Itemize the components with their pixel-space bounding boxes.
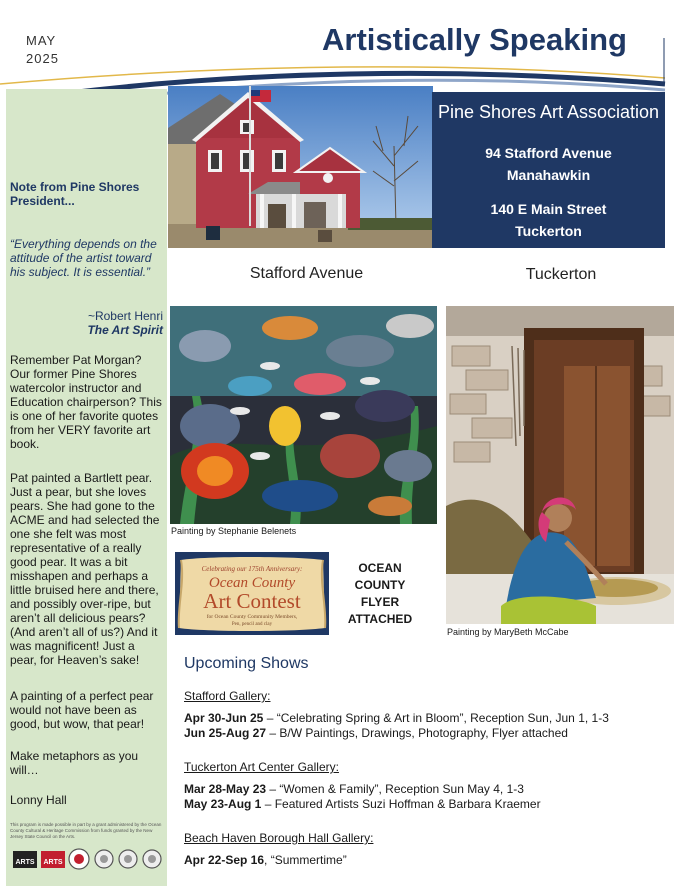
credit-fish: Painting by Stephanie Belenets: [171, 526, 297, 536]
association-info-box: [432, 92, 665, 248]
address-line: 140 E Main Street: [490, 201, 607, 217]
sidebar-paragraph: Pat painted a Bartlett pear. Just a pear, but she loves pears. She had gone to the ACME and had selected the one she felt was most representative of a really good pear. It was a bit misshapen and perhaps a little bruised here and there, and possibly over-ripe, but aren’t all delicious pears? (And aren’t all of us?) And it was magnificent! Just a pear, for Heaven’s sake!: [10, 471, 160, 667]
show-list: [184, 853, 347, 868]
caption-tuckerton: Tuckerton: [525, 266, 597, 283]
contest-line: Art Contest: [203, 589, 301, 613]
quote-text: “Everything depends on the attitude of the artist toward his subject. It is essential.”: [10, 237, 157, 279]
show-description: – Featured Artists Suzi Hoffman & Barbara Kraemer: [261, 797, 541, 811]
show-item: [184, 711, 609, 726]
woman-painting: [446, 306, 674, 624]
quote-author: ~Robert Henri: [87, 309, 163, 323]
flyer-attached-note: [340, 560, 420, 628]
fish-painting: [170, 306, 437, 524]
newsletter-title: Artistically Speaking: [322, 22, 627, 57]
contest-line: Celebrating our 175th Anniversary:: [201, 565, 303, 573]
credit-woman: Painting by MaryBeth McCabe: [447, 627, 569, 637]
flyer-line: FLYER: [360, 595, 400, 609]
show-date: Apr 30-Jun 25: [184, 711, 264, 725]
stafford-building-photo: [168, 86, 433, 248]
venue-stafford-gallery: Stafford Gallery:: [184, 689, 271, 703]
address-line: Tuckerton: [515, 223, 582, 239]
show-item: [184, 726, 609, 741]
caption-stafford: Stafford Avenue: [249, 265, 364, 282]
show-description: , “Summertime”: [264, 853, 347, 867]
show-date: May 23-Aug 1: [184, 797, 262, 811]
show-item: [184, 797, 541, 812]
arts-logo-text: ARTS: [43, 859, 63, 866]
signature: Lonny Hall: [10, 793, 67, 807]
show-description: – “Women & Family”, Reception Sun May 4, 1-3: [266, 782, 524, 796]
show-date: Jun 25-Aug 27: [184, 726, 267, 740]
venue-tuckerton-gallery: Tuckerton Art Center Gallery:: [184, 760, 339, 774]
association-name: Pine Shores Art Association: [437, 102, 660, 122]
arts-logo-text: ARTS: [15, 859, 35, 866]
flyer-line: OCEAN: [358, 561, 402, 575]
art-contest-banner: [175, 552, 329, 635]
sponsor-logos: [12, 847, 165, 871]
show-date: Mar 28-May 23: [184, 782, 267, 796]
sidebar-paragraph: A painting of a perfect pear would not have been as good, but wow, that pear!: [10, 689, 154, 731]
address-stafford: [432, 142, 665, 186]
sidebar-paragraph: Remember Pat Morgan? Our former Pine Shores watercolor instructor and Education chairperson? This is one of her favorite quotes from her VERY favorite art book.: [10, 353, 162, 451]
show-item: [184, 782, 541, 797]
venue-beach-haven-gallery: Beach Haven Borough Hall Gallery:: [184, 831, 374, 845]
address-line: Manahawkin: [506, 167, 591, 183]
show-list: [184, 711, 609, 741]
grant-notice: This program is made possible in part by a grant administered by the Ocean County Cultural & Heritage Commission from funds granted by the New Jersey State Council on the Arts.: [10, 822, 162, 839]
show-item: [184, 853, 347, 868]
show-description: – B/W Paintings, Drawings, Photography, Flyer attached: [266, 726, 568, 740]
contest-line: Pen, pencil and clay: [231, 622, 273, 627]
show-date: Apr 22-Sep 16: [184, 853, 265, 867]
sidebar-paragraph: Make metaphors as you will…: [10, 749, 139, 777]
show-list: [184, 782, 541, 812]
issue-year: 2025: [26, 51, 59, 66]
note-title: Note from Pine Shores President...: [10, 180, 140, 208]
address-tuckerton: [432, 198, 665, 242]
flyer-line: COUNTY: [354, 578, 406, 592]
contest-line: for Ocean County Community Members,: [206, 614, 298, 620]
sidebar: [6, 89, 167, 886]
upcoming-shows-heading: Upcoming Shows: [184, 655, 309, 672]
issue-month: MAY: [26, 33, 57, 48]
show-description: – “Celebrating Spring & Art in Bloom”, Reception Sun, Jun 1, 1-3: [263, 711, 609, 725]
address-line: 94 Stafford Avenue: [485, 145, 612, 161]
contest-line: Ocean County: [208, 575, 296, 591]
flyer-line: ATTACHED: [347, 612, 413, 626]
quote-book: The Art Spirit: [87, 323, 163, 337]
